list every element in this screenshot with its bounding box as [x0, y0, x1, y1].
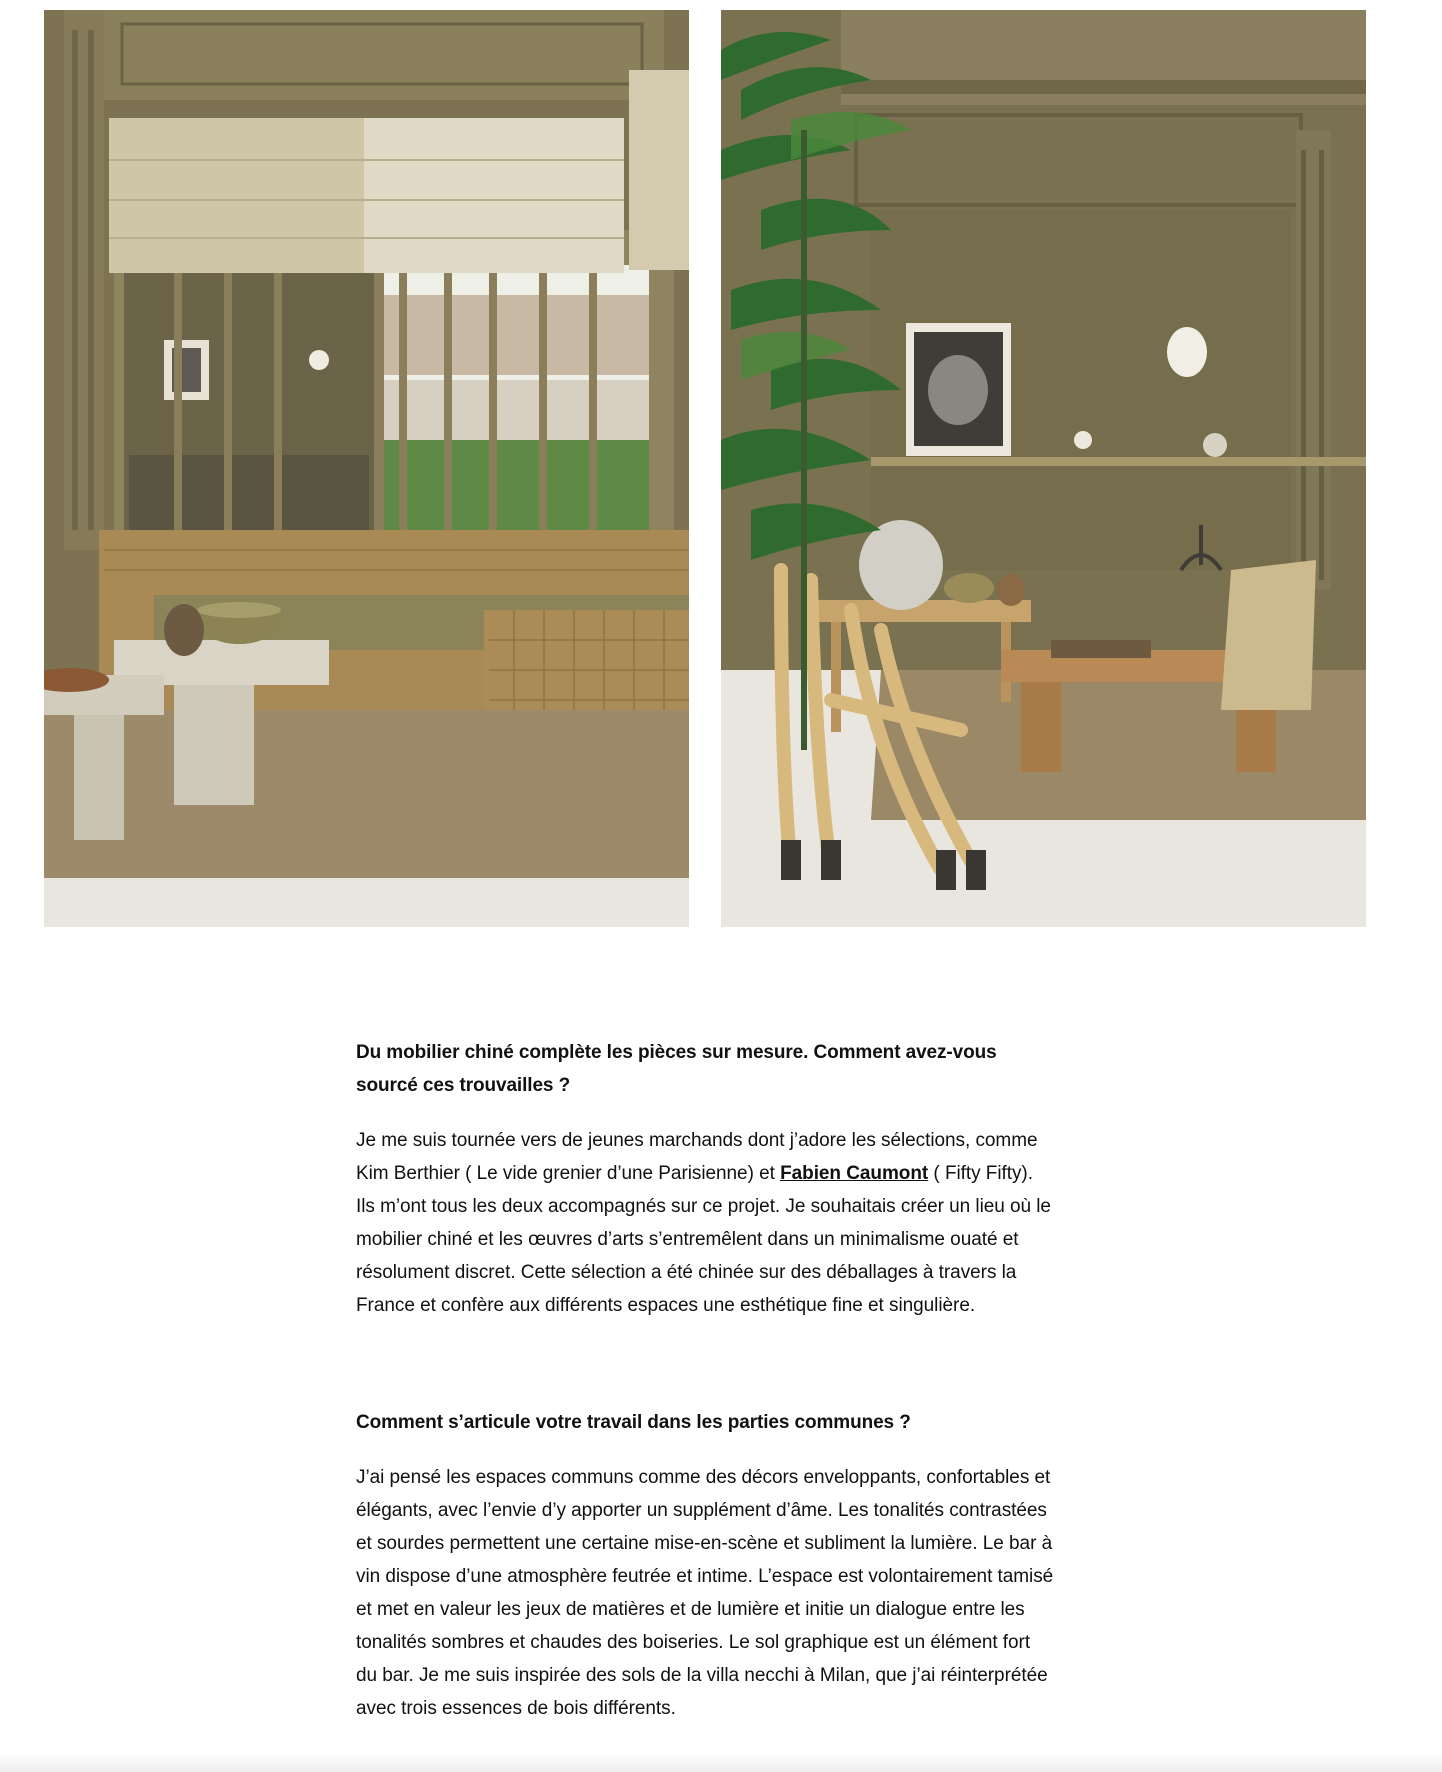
photo-rattan-lounge [44, 10, 689, 927]
photo-olive-room-illustration [721, 10, 1366, 927]
article-body [356, 1036, 1056, 1725]
fabien-caumont-link[interactable]: Fabien Caumont [780, 1163, 929, 1184]
interview-answer-2: J’ai pensé les espaces communs comme des décors enveloppants, confortables et élégants, avec l’envie d’y apporter un supplément d’âme. Les tonalités contrastées et sourdes permettent une certaine mise-en-scène et subliment la lumière. Le bar à vin dispose d’une atmosphère feutrée et intime. L’espace est volontairement tamisé et met en valeur les jeux de matières et de lumière et initie un dialogue entre les tonalités sombres et chaudes des boiseries. Le sol graphique est un élément fort du bar. Je me suis inspirée des sols de la villa necchi à Milan, que j’ai réinterprétée avec trois essences de bois différents. [356, 1467, 1054, 1719]
answer-1-text-start: Je me suis tournée vers de jeunes marchands dont j’adore les sélections, comme Kim Berthier ( Le vide grenier d’une Parisienne) et [356, 1130, 1038, 1184]
bottom-edge-shadow [0, 1752, 1442, 1772]
section-spacer [356, 1322, 1056, 1406]
interview-answer-1 [356, 1124, 1056, 1322]
answer-1-text-end: ( Fifty Fifty). Ils m’ont tous les deux accompagnés sur ce projet. Je souhaitais créer un lieu où le mobilier chiné et les œuvres d’arts s’entremêlent dans un minimalisme ouaté et résolument discret. Cette sélection a été chinée sur des déballages à travers la France et confère aux différents espaces une esthétique fine et singulière. [356, 1163, 1051, 1316]
photo-olive-room [721, 10, 1366, 927]
interview-question-2: Comment s’articule votre travail dans les parties communes ? [356, 1412, 911, 1433]
interview-question-1: Du mobilier chiné complète les pièces sur mesure. Comment avez-vous sourcé ces trouvailles ? [356, 1042, 997, 1096]
photo-rattan-lounge-illustration [44, 10, 689, 927]
